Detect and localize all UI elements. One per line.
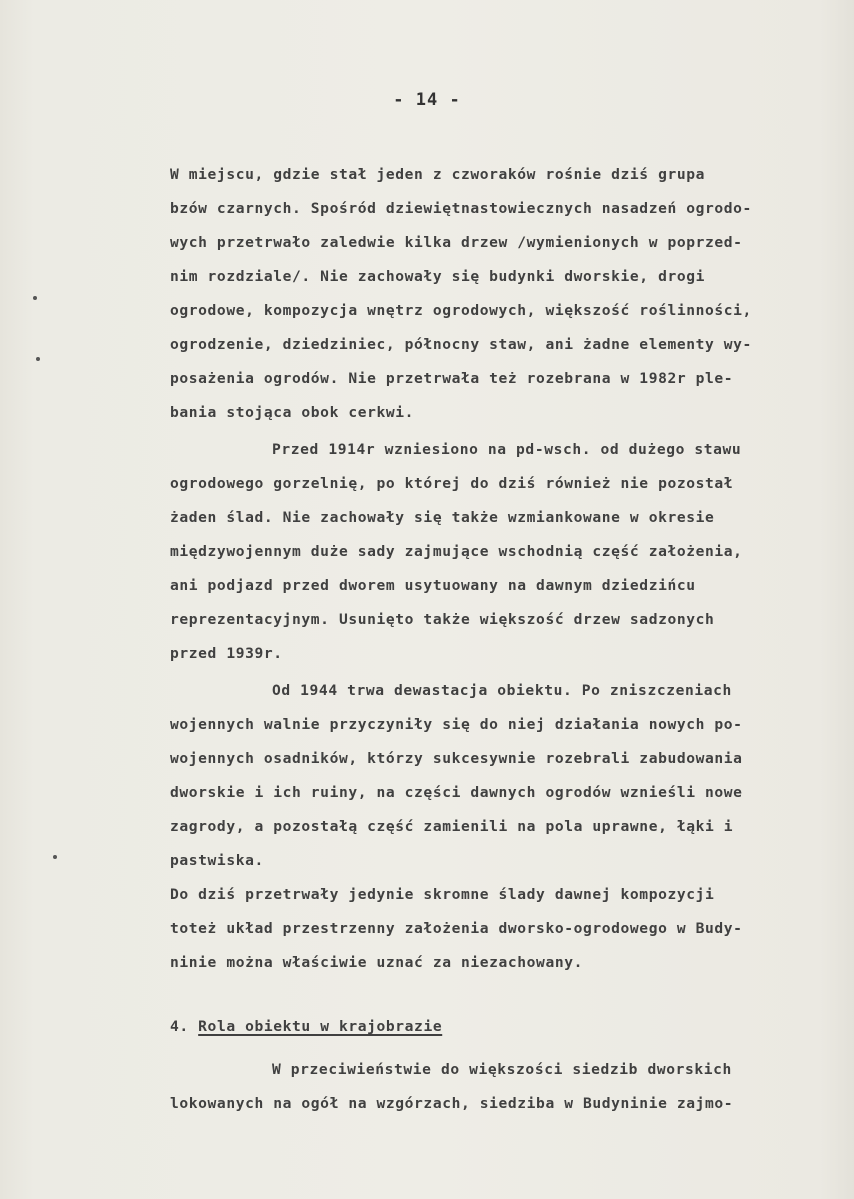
- text-line: bania stojąca obok cerkwi.: [170, 404, 415, 421]
- text-line: ogrodzenie, dziedziniec, północny staw, ani żadne elementy wy-: [170, 336, 752, 353]
- text-line: ogrodowe, kompozycja wnętrz ogrodowych, większość roślinności,: [170, 302, 752, 319]
- text-line: Od 1944 trwa dewastacja obiektu. Po zniszczeniach: [272, 682, 732, 699]
- text-line: W miejscu, gdzie stał jeden z czworaków rośnie dziś grupa: [170, 166, 706, 183]
- section-heading-title: Rola obiektu w krajobrazie: [198, 1018, 443, 1035]
- text-line: wych przetrwało zaledwie kilka drzew /wymienionych w poprzed-: [170, 234, 743, 251]
- text-line: W przeciwieństwie do większości siedzib dworskich: [272, 1061, 732, 1078]
- margin-dot: [36, 357, 40, 361]
- text-line: ogrodowego gorzelnię, po której do dziś również nie pozostał: [170, 475, 734, 492]
- section-heading: [170, 1018, 442, 1035]
- text-line: międzywojennym duże sady zajmujące wschodnią część założenia,: [170, 543, 743, 560]
- text-line: wojennych walnie przyczyniły się do niej działania nowych po-: [170, 716, 743, 733]
- text-line: dworskie i ich ruiny, na części dawnych ogrodów wznieśli nowe: [170, 784, 743, 801]
- text-line: lokowanych na ogół na wzgórzach, siedziba w Budyninie zajmo-: [170, 1095, 734, 1112]
- text-line: wojennych osadników, którzy sukcesywnie rozebrali zabudowania: [170, 750, 743, 767]
- text-line: posażenia ogrodów. Nie przetrwała też rozebrana w 1982r ple-: [170, 370, 734, 387]
- text-line: Do dziś przetrwały jedynie skromne ślady dawnej kompozycji: [170, 886, 715, 903]
- text-line: bzów czarnych. Spośród dziewiętnastowiecznych nasadzeń ogrodo-: [170, 200, 752, 217]
- text-line: żaden ślad. Nie zachowały się także wzmiankowane w okresie: [170, 509, 715, 526]
- text-line: Przed 1914r wzniesiono na pd-wsch. od dużego stawu: [272, 441, 742, 458]
- margin-dot: [33, 296, 37, 300]
- text-line: toteż układ przestrzenny założenia dworsko-ogrodowego w Budy-: [170, 920, 743, 937]
- margin-dot: [53, 855, 57, 859]
- text-line: ani podjazd przed dworem usytuowany na dawnym dziedzińcu: [170, 577, 696, 594]
- text-line: pastwiska.: [170, 852, 264, 869]
- text-line: przed 1939r.: [170, 645, 283, 662]
- section-heading-number: 4.: [170, 1018, 189, 1035]
- text-line: reprezentacyjnym. Usunięto także większość drzew sadzonych: [170, 611, 715, 628]
- text-line: ninie można właściwie uznać za niezachowany.: [170, 954, 583, 971]
- page-number: - 14 -: [393, 90, 461, 110]
- text-line: nim rozdziale/. Nie zachowały się budynki dworskie, drogi: [170, 268, 706, 285]
- text-line: zagrody, a pozostałą część zamienili na pola uprawne, łąki i: [170, 818, 734, 835]
